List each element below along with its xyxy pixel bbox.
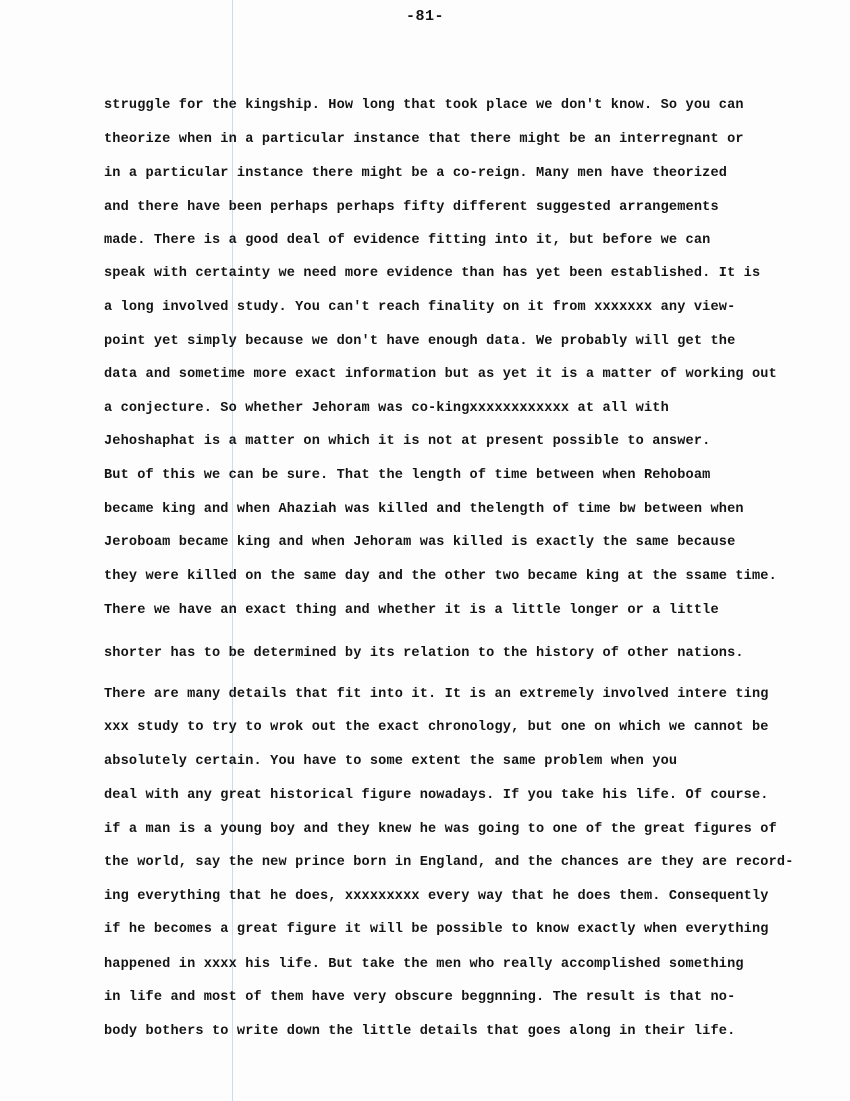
text-line: if a man is a young boy and they knew he was going to one of the great figures of xyxy=(104,822,777,837)
text-line: became king and when Ahaziah was killed and thelength of time bw between when xyxy=(104,502,744,517)
page-number: -81- xyxy=(405,8,444,25)
text-line: a conjecture. So whether Jehoram was co-kingxxxxxxxxxxxx at all with xyxy=(104,401,669,416)
text-line: body bothers to write down the little details that goes along in their life. xyxy=(104,1024,736,1039)
text-line: a long involved study. You can't reach finality on it from xxxxxxx any view- xyxy=(104,300,736,315)
text-line: shorter has to be determined by its relation to the history of other nations. xyxy=(104,646,744,661)
text-line: in a particular instance there might be a co-reign. Many men have theorized xyxy=(104,166,728,181)
text-line: But of this we can be sure. That the length of time between when Rehoboam xyxy=(104,468,711,483)
text-line: point yet simply because we don't have enough data. We probably will get the xyxy=(104,334,736,349)
text-line: absolutely certain. You have to some extent the same problem when you xyxy=(104,754,678,769)
text-line: struggle for the kingship. How long that took place we don't know. So you can xyxy=(104,98,744,113)
text-line: theorize when in a particular instance that there might be an interregnant or xyxy=(104,132,744,147)
text-line: speak with certainty we need more evidence than has yet been established. It is xyxy=(104,266,761,281)
text-line: in life and most of them have very obscure beggnning. The result is that no- xyxy=(104,990,736,1005)
text-line: if he becomes a great figure it will be possible to know exactly when everything xyxy=(104,922,769,937)
text-line: made. There is a good deal of evidence fitting into it, but before we can xyxy=(104,233,711,248)
text-line: Jehoshaphat is a matter on which it is not at present possible to answer. xyxy=(104,434,711,449)
text-line: and there have been perhaps perhaps fifty different suggested arrangements xyxy=(104,200,719,215)
text-line: deal with any great historical figure nowadays. If you take his life. Of course. xyxy=(104,788,769,803)
text-line: ing everything that he does, xxxxxxxxx every way that he does them. Consequently xyxy=(104,889,769,904)
text-line: data and sometime more exact information but as yet it is a matter of working out xyxy=(104,367,777,382)
text-line: There are many details that fit into it. It is an extremely involved intere ting xyxy=(104,687,769,702)
text-line: There we have an exact thing and whether it is a little longer or a little xyxy=(104,603,719,618)
text-line: happened in xxxx his life. But take the men who really accomplished something xyxy=(104,957,744,972)
text-line: xxx study to try to wrok out the exact chronology, but one on which we cannot be xyxy=(104,720,769,735)
text-line: the world, say the new prince born in England, and the chances are they are record- xyxy=(104,855,794,870)
text-line: they were killed on the same day and the other two became king at the ssame time. xyxy=(104,569,777,584)
text-line: Jeroboam became king and when Jehoram was killed is exactly the same because xyxy=(104,535,736,550)
